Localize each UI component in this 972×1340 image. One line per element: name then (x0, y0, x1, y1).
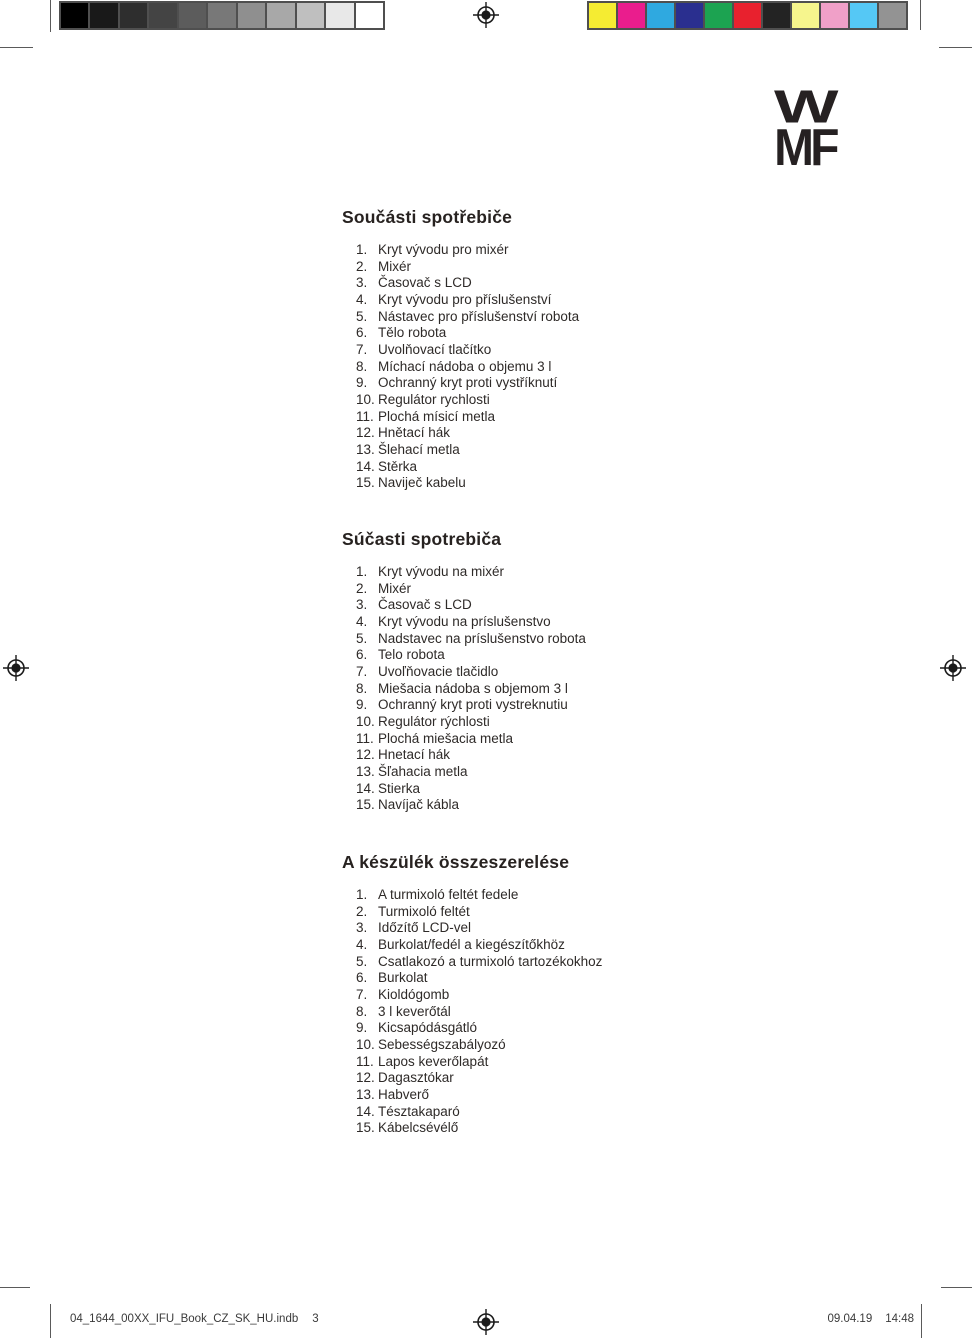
list-item-text: Plochá miešacia metla (378, 730, 514, 746)
list-item-number: 4. (356, 291, 368, 307)
list-item-number: 15. (356, 475, 375, 491)
list-item (356, 764, 772, 781)
list-item (356, 714, 772, 731)
color-swatch (179, 3, 208, 28)
color-swatch (618, 3, 647, 28)
list-item (356, 1020, 772, 1037)
color-swatch (267, 3, 296, 28)
list-item-number: 5. (356, 308, 368, 324)
list-item (356, 781, 772, 798)
list-item-text: Kryt vývodu na príslušenstvo (378, 613, 551, 629)
color-swatch (821, 3, 850, 28)
footer-page-number: 3 (312, 1313, 319, 1325)
list-item (356, 292, 772, 309)
list-item-number: 7. (356, 341, 368, 357)
color-swatch (792, 3, 821, 28)
list-item-number: 11. (356, 730, 374, 746)
list-item-text: Hnetací hák (378, 747, 451, 763)
list-item (356, 631, 772, 648)
list-item (356, 647, 772, 664)
trim-mark (921, 1304, 922, 1338)
color-swatch (589, 3, 618, 28)
list-item-text: Ochranný kryt proti vystříknutí (378, 375, 558, 391)
color-swatch (647, 3, 676, 28)
wmf-logo-mf: MF (774, 119, 836, 177)
footer-filename (70, 1313, 319, 1325)
list-item-number: 4. (356, 613, 368, 629)
list-item-text: Mixér (378, 258, 411, 274)
list-item-text: Ochranný kryt proti vystreknutiu (378, 697, 568, 713)
list-item-text: Csatlakozó a turmixoló tartozékokhoz (378, 953, 603, 969)
list-item-text: Kicsapódásgátló (378, 1020, 478, 1036)
wmf-logo-w: W (773, 80, 837, 133)
footer-datetime (827, 1313, 914, 1325)
list-item-number: 13. (356, 1086, 375, 1102)
list-item-number: 8. (356, 358, 368, 374)
list-item (356, 309, 772, 326)
footer-time: 14:48 (885, 1313, 914, 1325)
section-title-sk: Súčasti spotrebiča (342, 529, 502, 549)
list-item-text: Miešacia nádoba s objemom 3 l (378, 680, 568, 696)
color-swatch (90, 3, 119, 28)
list-item (356, 954, 772, 971)
list-item-text: Kábelcsévélő (378, 1120, 459, 1136)
list-item-number: 9. (356, 375, 368, 391)
list-item-text: Dagasztókar (378, 1070, 454, 1086)
color-swatch (61, 3, 90, 28)
list-item-number: 15. (356, 1120, 375, 1136)
list-item-number: 12. (356, 1070, 375, 1086)
list-item-text: Tělo robota (378, 325, 447, 341)
list-item (356, 681, 772, 698)
list-item-number: 14. (356, 780, 375, 796)
list-item-number: 12. (356, 747, 375, 763)
list-item (356, 392, 772, 409)
list-item-number: 6. (356, 970, 368, 986)
list-item-number: 7. (356, 663, 368, 679)
registration-mark-icon (473, 1309, 499, 1335)
list-item (356, 242, 772, 259)
list-item-number: 4. (356, 936, 368, 952)
list-item-text: Uvolňovací tlačítko (378, 341, 492, 357)
color-swatch (763, 3, 792, 28)
list-item-text: Časovač s LCD (378, 275, 472, 291)
list-item (356, 581, 772, 598)
color-swatch (850, 3, 879, 28)
list-item-text: Časovač s LCD (378, 597, 472, 613)
list-item-text: Mixér (378, 580, 411, 596)
list-item-text: Telo robota (378, 647, 445, 663)
color-swatch (734, 3, 763, 28)
list-item (356, 1087, 772, 1104)
registration-mark-icon (940, 655, 966, 681)
list-item-text: Burkolat (378, 970, 428, 986)
list-item-text: Tésztakaparó (378, 1103, 460, 1119)
list-item-text: Stierka (378, 780, 421, 796)
color-swatch (297, 3, 326, 28)
color-swatch (356, 3, 383, 28)
list-item-text: Kioldógomb (378, 986, 450, 1002)
list-item-text: Stěrka (378, 458, 418, 474)
list-item-text: Nástavec pro příslušenství robota (378, 308, 580, 324)
list-item-text: Šľahacia metla (378, 763, 468, 779)
list-item (356, 987, 772, 1004)
list-item-number: 15. (356, 797, 375, 813)
components-list-sk (356, 564, 772, 814)
list-item-number: 11. (356, 1053, 374, 1069)
trim-mark (0, 47, 33, 48)
section-assembly-hu (342, 852, 772, 1137)
list-item-text: Burkolat/fedél a kiegészítőkhöz (378, 936, 565, 952)
grayscale-calibration-bar (59, 1, 385, 30)
list-item-number: 9. (356, 697, 368, 713)
list-item-number: 1. (356, 887, 368, 902)
list-item-text: Kryt vývodu na mixér (378, 564, 505, 579)
list-item (356, 920, 772, 937)
color-swatch (149, 3, 178, 28)
list-item (356, 325, 772, 342)
list-item-number: 3. (356, 597, 368, 613)
list-item-text: Kryt vývodu pro mixér (378, 242, 509, 257)
list-item (356, 442, 772, 459)
list-item-text: Navíjač kábla (378, 797, 460, 813)
list-item-number: 9. (356, 1020, 368, 1036)
list-item (356, 904, 772, 921)
list-item (356, 797, 772, 814)
list-item-number: 1. (356, 242, 368, 257)
list-item-number: 10. (356, 1036, 375, 1052)
list-item-number: 7. (356, 986, 368, 1002)
trim-mark (920, 0, 921, 30)
list-item (356, 731, 772, 748)
list-item (356, 1120, 772, 1137)
list-item-number: 2. (356, 580, 368, 596)
list-item (356, 425, 772, 442)
registration-mark-icon (3, 655, 29, 681)
list-item-text: Plochá mísicí metla (378, 408, 496, 424)
color-swatch (879, 3, 906, 28)
list-item-number: 11. (356, 408, 374, 424)
list-item (356, 970, 772, 987)
list-item-text: Sebességszabályozó (378, 1036, 506, 1052)
trim-mark (939, 47, 972, 48)
list-item-number: 5. (356, 953, 368, 969)
list-item (356, 1104, 772, 1121)
list-item (356, 475, 772, 492)
list-item (356, 597, 772, 614)
color-swatch (208, 3, 237, 28)
trim-mark (50, 1304, 51, 1338)
color-calibration-bar (587, 1, 908, 30)
list-item-number: 14. (356, 1103, 375, 1119)
list-item-text: A turmixoló feltét fedele (378, 887, 519, 902)
trim-mark (50, 0, 51, 32)
list-item (356, 614, 772, 631)
list-item-text: Šlehací metla (378, 441, 460, 457)
list-item-number: 5. (356, 630, 368, 646)
list-item-number: 13. (356, 763, 375, 779)
list-item (356, 259, 772, 276)
list-item-number: 10. (356, 391, 375, 407)
list-item-text: Regulátor rýchlosti (378, 713, 490, 729)
footer-filename-text: 04_1644_00XX_IFU_Book_CZ_SK_HU.indb (70, 1313, 299, 1325)
list-item (356, 459, 772, 476)
list-item (356, 275, 772, 292)
list-item (356, 564, 772, 581)
section-title-hu: A készülék összeszerelése (342, 852, 570, 872)
registration-mark-icon (473, 2, 499, 28)
list-item-number: 13. (356, 441, 375, 457)
list-item-text: Habverő (378, 1086, 430, 1102)
color-swatch (120, 3, 149, 28)
list-item (356, 1070, 772, 1087)
list-item-text: Lapos keverőlapát (378, 1053, 489, 1069)
color-swatch (326, 3, 355, 28)
list-item-number: 10. (356, 713, 375, 729)
list-item (356, 747, 772, 764)
list-item-number: 3. (356, 275, 368, 291)
list-item-number: 8. (356, 680, 368, 696)
list-item-number: 8. (356, 1003, 368, 1019)
section-title-cz: Součásti spotřebiče (342, 207, 513, 227)
list-item-number: 14. (356, 458, 375, 474)
list-item (356, 342, 772, 359)
components-list-cz (356, 242, 772, 492)
list-item (356, 697, 772, 714)
list-item-number: 2. (356, 258, 368, 274)
list-item-text: Naviječ kabelu (378, 475, 466, 491)
list-item-text: Hnětací hák (378, 425, 451, 441)
list-item (356, 1054, 772, 1071)
color-swatch (705, 3, 734, 28)
list-item (356, 937, 772, 954)
color-swatch (238, 3, 267, 28)
list-item (356, 1037, 772, 1054)
list-item-number: 6. (356, 647, 368, 663)
color-swatch (676, 3, 705, 28)
wmf-logo (762, 80, 848, 177)
section-components-sk (342, 529, 772, 814)
list-item-text: Időzítő LCD-vel (378, 920, 472, 936)
trim-mark (941, 1287, 972, 1288)
list-item-text: Uvoľňovacie tlačidlo (378, 663, 499, 679)
footer-date: 09.04.19 (827, 1313, 873, 1325)
list-item-number: 6. (356, 325, 368, 341)
components-list-hu (356, 887, 772, 1137)
list-item-number: 1. (356, 564, 368, 579)
list-item (356, 409, 772, 426)
list-item (356, 359, 772, 376)
list-item (356, 664, 772, 681)
section-components-cz (342, 207, 772, 492)
list-item-text: 3 l keverőtál (378, 1003, 451, 1019)
list-item-number: 2. (356, 903, 368, 919)
list-item-text: Míchací nádoba o objemu 3 l (378, 358, 552, 374)
list-item-text: Turmixoló feltét (378, 903, 470, 919)
list-item (356, 1004, 772, 1021)
list-item (356, 375, 772, 392)
list-item-number: 12. (356, 425, 375, 441)
list-item-text: Kryt vývodu pro příslušenství (378, 291, 552, 307)
list-item-text: Regulátor rychlosti (378, 391, 490, 407)
list-item-text: Nadstavec na príslušenstvo robota (378, 630, 586, 646)
trim-mark (0, 1287, 30, 1288)
list-item-number: 3. (356, 920, 368, 936)
list-item (356, 887, 772, 904)
